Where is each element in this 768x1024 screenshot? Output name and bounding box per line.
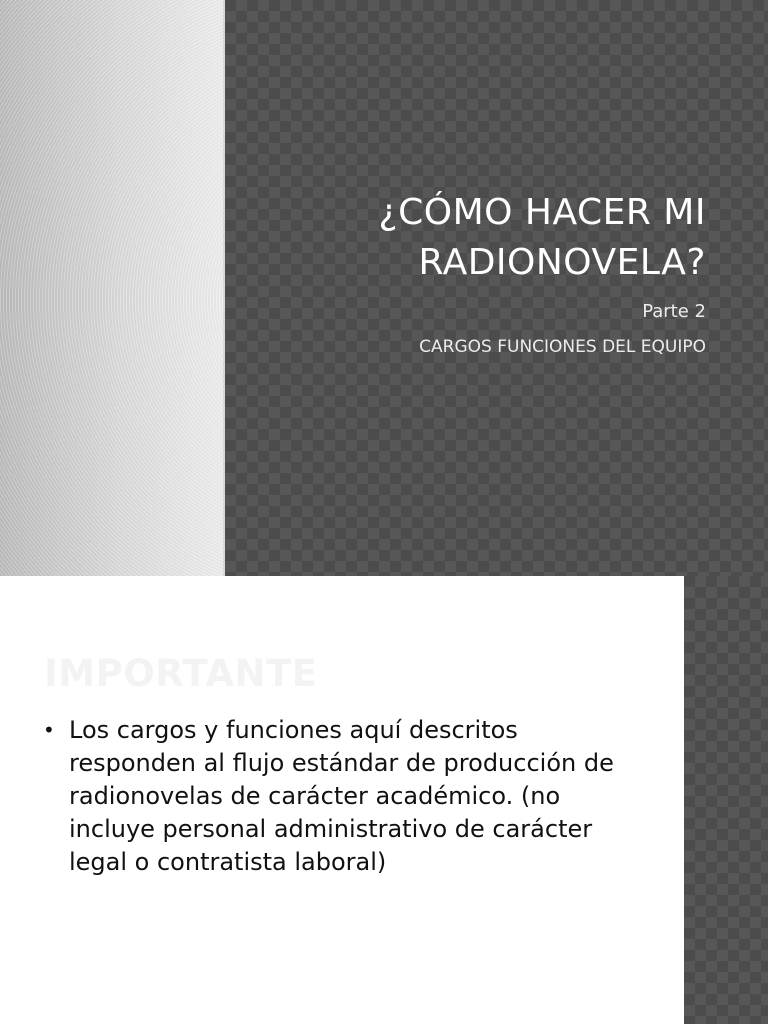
content-slide-heading: IMPORTANTE bbox=[44, 652, 318, 695]
slide-title bbox=[246, 188, 706, 288]
content-slide-pattern-strip bbox=[684, 576, 768, 1024]
title-slide-gradient-panel bbox=[0, 0, 223, 576]
bullet-item bbox=[40, 714, 640, 879]
slide-subtitle-part: Parte 2 bbox=[642, 301, 706, 322]
bullet-dot-icon: • bbox=[43, 718, 55, 742]
slide-title-line-2: RADIONOVELA? bbox=[418, 242, 706, 283]
bullet-list bbox=[40, 714, 640, 879]
content-slide bbox=[0, 576, 768, 1024]
bullet-text: Los cargos y funciones aquí descritos responden al flujo estándar de producción de radionovelas de carácter académico. (no incluye personal administrativo de carácter legal o contratista laboral) bbox=[69, 716, 614, 876]
title-slide-pattern-panel bbox=[225, 0, 768, 576]
slide-subtitle-topic: CARGOS FUNCIONES DEL EQUIPO bbox=[419, 337, 706, 357]
slide-title-line-1: ¿CÓMO HACER MI bbox=[378, 192, 706, 233]
